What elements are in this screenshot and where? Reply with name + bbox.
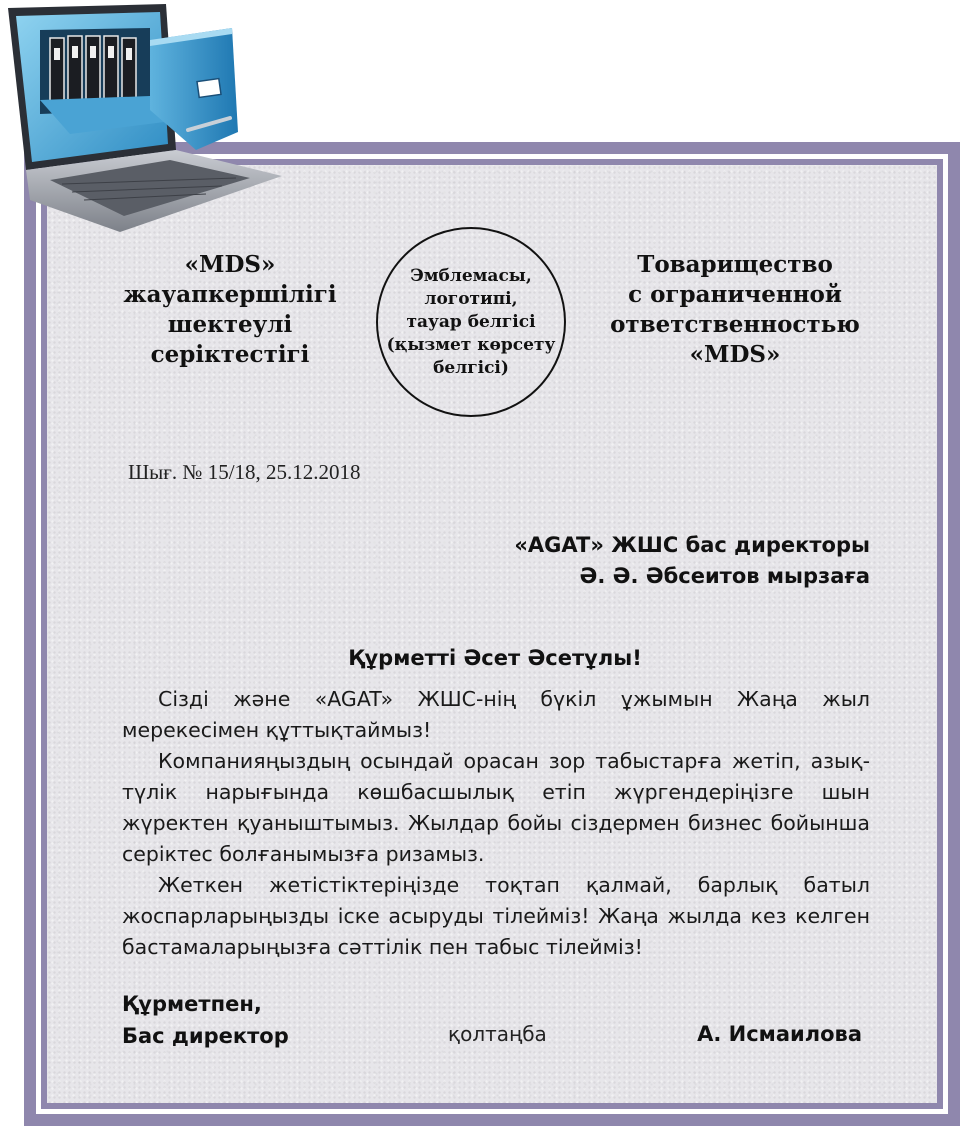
laptop-file-cabinet-illustration	[0, 0, 290, 235]
org-name-russian: Товарищество с ограниченной ответственностью «MDS»	[610, 251, 860, 368]
signer-name: А. Исмаилова	[697, 1022, 862, 1046]
org-name-kazakh: «MDS» жауапкершілігі шектеулі серіктестігі	[123, 251, 337, 368]
addressee-block: «AGAT» ЖШС бас директоры Ә. Ә. Әбсеитов мырзаға	[514, 533, 870, 588]
body-paragraph-3: Жеткен жетістіктеріңізде тоқтап қалмай, барлық батыл жоспарларыңызды іске асыруды тілейміз! Жаңа жылда кез келген бастамаларыңызға сәттілік пен табыс тілейміз!	[122, 873, 870, 959]
closing-block: Құрметпен, Бас директор	[122, 992, 289, 1048]
emblem-placeholder-text: Эмблемасы, логотипі, тауар белгісі (қызмет көрсету белгісі)	[386, 265, 556, 378]
signature-placeholder: қолтаңба	[448, 1022, 547, 1046]
emblem-circle	[376, 227, 566, 417]
body-paragraph-2: Компанияңыздың осындай орасан зор табыстарға жетіп, азық-түлік нарығында көшбасшылық етіп жүргендеріңізге шын жүректен қуаныштымыз. Жылдар бойы сіздермен бизнес бойынша серіктес болғанымызға ризамыз.	[122, 749, 870, 866]
body-paragraph-1: Сізді және «AGAT» ЖШС-нің бүкіл ұжымын Жаңа жыл мерекесімен құттықтаймыз!	[122, 687, 870, 742]
salutation: Құрметті Әсет Әсетұлы!	[348, 646, 642, 670]
outgoing-number: Шығ. № 15/18, 25.12.2018	[128, 460, 361, 484]
letter-body	[122, 684, 870, 963]
